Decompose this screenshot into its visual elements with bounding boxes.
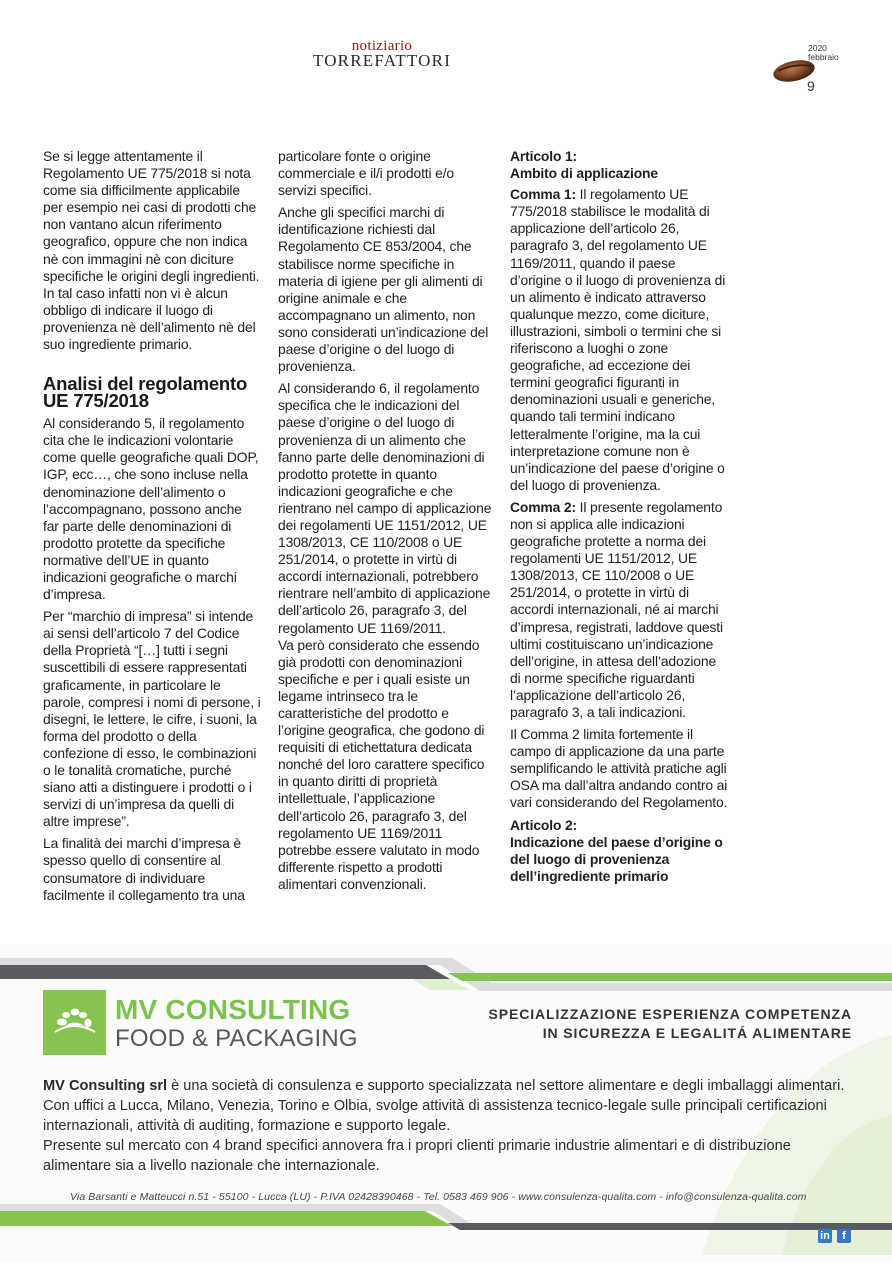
brand-title: MV CONSULTING [115, 994, 351, 1025]
article-1-heading [510, 148, 728, 182]
top-stripe-decoration [0, 945, 892, 995]
comma-2-label: Comma 2: [510, 498, 576, 515]
brand-subtitle: FOOD & PACKAGING [115, 1025, 358, 1052]
article-1-number: Articolo 1: [510, 148, 578, 164]
section-heading: Analisi del regolamento UE 775/2018 [43, 373, 248, 412]
issue-year: 2020 [808, 43, 827, 53]
comma-2-paragraph [510, 499, 728, 721]
comma-2-text: Il presente regolamento non si applica alle indicazioni geografiche protette a norma dei regolamenti UE 1151/2012, UE 1308/2013, CE 110/2008 o UE 251/2014, o protette in virtù di accordi internazionali, né ai marchi d’impresa, registrati, laddove questi ultimi costituiscano un’indicazione dell’origine, in attesa dell’adozione di norme specifiche riguardanti l’applicazione dell’articolo 26, paragrafo 3, a tali indicazioni. [510, 498, 723, 720]
paragraph: Per “marchio di impresa” si intende ai sensi dell’articolo 7 del Codice della Proprietà “[…] tutti i segni suscettibili di essere rappresentati graficamente, in particolare le parole, compresi i nomi di persone, i disegni, le lettere, le cifre, i suoni, la forma del prodotto o della confezione di esso, le combinazioni o le tonalità cromatiche, purché siano atti a distinguere i prodotti o i servizi di un’impresa da quelli di altre imprese”. [43, 608, 261, 830]
masthead-big: TORREFATTORI [312, 51, 452, 70]
brand-logo [43, 990, 106, 1055]
article-2-heading [510, 817, 728, 885]
article-2-title: Indicazione del paese d’origine o del luogo di provenienza dell’ingrediente primario [510, 833, 723, 884]
paragraph: Se si legge attentamente il Regolamento UE 775/2018 si nota come sia difficilmente applicabile per esempio nei casi di prodotti che non vantano alcun riferimento geografico, oppure che non indica nè con immagini nè con diciture specifiche le origini degli ingredienti. In tal caso infatti non vi è alcun obbligo di indicare il luogo di provenienza nè dell’alimento nè del suo ingrediente primario. [43, 148, 260, 353]
masthead-logo [307, 40, 457, 69]
contact-address: Via Barsanti e Matteucci n.51 - 55100 - Lucca (LU) - P.IVA 02428390468 - Tel. 0583 469 906 - www.consulenza-qualita.com - info@consulenza-qualita.com [70, 1191, 807, 1203]
paragraph: Anche gli specifici marchi di identificazione richiesti dal Regolamento CE 853/2004, che stabilisce norme specifiche in materia di igiene per gli alimenti di origine animale e che accompagnano un alimento, non sono considerati un’indicazione del paese d’origine o del luogo di provenienza. [278, 204, 489, 375]
tagline-line-2: IN SICUREZZA E LEGALITÁ ALIMENTARE [542, 1025, 852, 1041]
bottom-stripe-decoration [0, 1199, 892, 1239]
linkedin-icon[interactable]: in [818, 1229, 832, 1243]
paragraph: La finalità dei marchi d’impresa è spesso quello di consentire al consumatore di individuare facilmente il collegamento tra una [43, 835, 245, 903]
company-name: MV Consulting srl [43, 1078, 168, 1094]
column-3 [510, 148, 728, 889]
paragraph: Al considerando 6, il regolamento specifica che le indicazioni del paese d’origine o del luogo di provenienza di un alimento che fanno parte delle denominazioni di prodotto protette in quanto indicazioni geografiche e che rientrano nel campo di applicazione dei regolamenti UE 1151/2012, UE 1308/2013, CE 110/2008 o UE 251/2014, o protette in virtù di accordi internazionali, potrebbero rientrare nell’ambito di applicazione dell’articolo 26, paragrafo 3, del regolamento UE 1169/2011. [278, 380, 492, 636]
comma-1-text: Il regolamento UE 775/2018 stabilisce le modalità di applicazione dell’articolo 26, paragrafo 3, del regolamento UE 1169/2011, quando il paese d’origine o il luogo di provenienza di un alimento è indicato attraverso qualunque mezzo, come diciture, illustrazioni, simboli o termini che si riferiscono a luoghi o zone geografiche, ad eccezione dei termini geografici figuranti in denominazioni usuali e generiche, quando tali termini indicano letteralmente l’origine, ma la cui interpretazione comune non è un’indicazione del paese d’origine o del luogo di provenienza. [510, 186, 726, 493]
paragraph: Va però considerato che essendo già prodotti con denominazioni specifiche e per i quali esiste un legame intrinseco tra le caratteristiche del prodotto e l’origine geografica, che godono di requisiti di etichettatura dedicata nonché del loro carattere specifico in quanto diritti di proprietà intellettuale, l’applicazione dell’articolo 26, paragrafo 3, del regolamento UE 1169/2011 potrebbe essere valutato in modo differente rispetto a prodotti alimentari convenzionali. [278, 636, 485, 892]
company-description [43, 1076, 863, 1176]
paragraph: Al considerando 5, il regolamento cita che le indicazioni volontarie come quelle geografiche quali DOP, IGP, ecc…, che sono incluse nella denominazione dell’alimento o l’accompagnano, possono anche far parte delle denominazioni di prodotto protette da specifiche normative dell’UE in quanto indicazioni geografiche o marchi d’impresa. [43, 415, 259, 603]
leaf-sun-icon [43, 990, 106, 1055]
advertisement-banner [0, 945, 892, 1262]
facebook-icon[interactable]: f [837, 1229, 851, 1243]
comma-1-label: Comma 1: [510, 186, 576, 203]
paragraph: particolare fonte o origine commerciale e il/i prodotti e/o servizi specifici. [278, 148, 455, 199]
description-text: è una società di consulenza e supporto specializzata nel settore alimentare e degli imballaggi alimentari. Con uffici a Lucca, Milano, Venezia, Torino e Olbia, svolge attività di assistenza tecnico-legale sulle principali certificazioni internazionali, attività di auditing, formazione e supporto legale. [43, 1078, 845, 1134]
comma-1-paragraph [510, 186, 728, 494]
tagline [489, 1005, 852, 1043]
issue-month: febbraio [808, 52, 839, 62]
masthead-small: notiziario [351, 38, 413, 54]
article-1-title: Ambito di applicazione [510, 165, 658, 182]
page-number: 9 [807, 78, 815, 94]
description-paragraph-1 [43, 1076, 863, 1136]
column-2 [278, 148, 496, 898]
article-2-number: Articolo 2: [510, 816, 578, 833]
description-paragraph-2: Presente sul mercato con 4 brand specifici annovera fra i propri clienti primarie industrie alimentari e di distribuzione alimentare sia a livello nazionale che internazionale. [43, 1138, 791, 1174]
column-1 [43, 148, 261, 909]
paragraph: Il Comma 2 limita fortemente il campo di applicazione da una parte semplificando le attività pratiche agli OSA ma dall’altra andando contro ai vari considerando del Regolamento. [510, 726, 728, 811]
tagline-line-1: SPECIALIZZAZIONE ESPERIENZA COMPETENZA [488, 1006, 852, 1022]
